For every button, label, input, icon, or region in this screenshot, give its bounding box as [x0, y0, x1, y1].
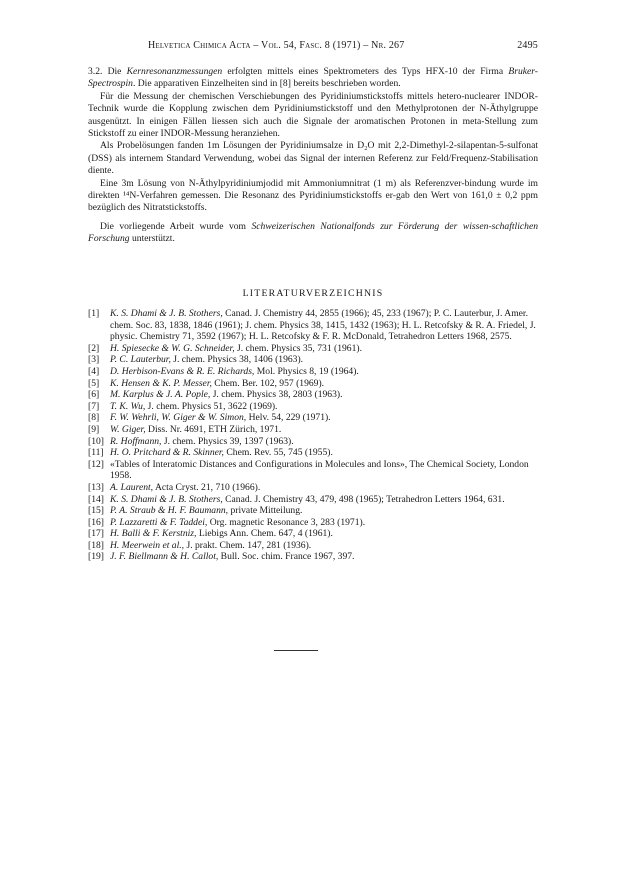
reference-source: J. chem. Physics 38, 2803 (1963).	[210, 389, 343, 401]
paragraph-indor: Für die Messung der chemischen Verschiebungen des Pyridiniumstickstoffs mittels hetero-nuclearer INDOR-Technik wurde die Kopplung zwischen dem Pyridiniumstickstoff und den Methylprotonen der N-Äthylgruppe ausgenützt. In einigen Fällen liessen sich auch die Signale der aromatischen Protonen in meta-Stellung zum Stickstoff zu einer INDOR-Messung heranziehen.	[88, 90, 538, 140]
reference-number: [4]	[88, 365, 100, 377]
paragraph-nmr-measurements	[88, 66, 538, 91]
reference-number: [16]	[88, 516, 104, 528]
reference-source: private Mitteilung.	[228, 505, 303, 517]
reference-number: [1]	[88, 308, 100, 319]
italic-term: Kernresonanzmessungen	[126, 66, 223, 77]
reference-authors: H. Spiesecke & W. G. Schneider,	[110, 342, 235, 354]
reference-item	[88, 540, 538, 552]
reference-item	[88, 366, 538, 378]
paragraph-text: . Die apparativen Einzelheiten sind in [8] bereits beschrieben worden.	[132, 78, 401, 90]
end-rule	[274, 650, 318, 651]
reference-number: [12]	[88, 458, 104, 470]
reference-source: J. chem. Physics 38, 1406 (1963).	[170, 354, 304, 366]
article-body	[88, 66, 538, 246]
reference-authors: T. K. Wu,	[110, 400, 146, 412]
reference-item	[88, 494, 538, 506]
reference-source: Mol. Physics 8, 19 (1964).	[254, 365, 359, 377]
reference-authors: P. C. Lauterbur,	[110, 354, 171, 366]
page-number: 2495	[517, 40, 538, 51]
reference-authors: K. Hensen & K. P. Messer,	[110, 377, 212, 389]
journal-citation: Helvetica Chimica Acta – Vol. 54, Fasc. 8 (1971) – Nr. 267	[148, 40, 405, 51]
reference-number: [14]	[88, 493, 104, 505]
reference-authors: K. S. Dhami & J. B. Stothers,	[110, 308, 223, 319]
reference-item	[88, 354, 538, 366]
reference-authors: P. A. Straub & H. F. Baumann,	[110, 505, 229, 517]
reference-number: [7]	[88, 400, 100, 412]
reference-item	[88, 436, 538, 448]
reference-number: [18]	[88, 539, 104, 551]
reference-number: [17]	[88, 528, 104, 540]
reference-source: Canad. J. Chemistry 43, 479, 498 (1965); Tetrahedron Letters 1964, 631.	[222, 493, 505, 505]
reference-authors: H. Balli & F. Kerstniz,	[110, 528, 197, 540]
paragraph-text: 3.2. Die	[88, 66, 127, 77]
reference-number: [5]	[88, 377, 100, 389]
reference-item	[88, 343, 538, 355]
reference-item	[88, 551, 538, 563]
reference-list	[88, 308, 538, 563]
paragraph-text: unterstützt.	[129, 233, 175, 245]
reference-authors: H. O. Pritchard & R. Skinner,	[110, 447, 224, 459]
reference-authors: D. Herbison-Evans & R. E. Richards,	[110, 365, 255, 377]
reference-item	[88, 412, 538, 424]
reference-number: [15]	[88, 505, 104, 517]
italic-term: Schweizerischen Nationalfonds zur Förderung der wissen-schaftlichen Forschung	[88, 220, 538, 245]
reference-item	[88, 482, 538, 494]
reference-item	[88, 389, 538, 401]
reference-number: [8]	[88, 412, 100, 424]
reference-number: [6]	[88, 389, 100, 401]
reference-item	[88, 517, 538, 529]
reference-source: Bull. Soc. chim. France 1967, 397.	[218, 551, 355, 563]
reference-number: [2]	[88, 342, 100, 354]
reference-authors: W. Giger,	[110, 423, 146, 435]
reference-item	[88, 505, 538, 517]
reference-number: [10]	[88, 435, 104, 447]
reference-authors: F. W. Wehrli, W. Giger & W. Simon,	[110, 412, 247, 424]
reference-source: J. chem. Physics 51, 3622 (1969).	[145, 400, 278, 412]
reference-source: Org. magnetic Resonance 3, 283 (1971).	[207, 516, 366, 528]
reference-source: J. chem. Physics 35, 731 (1961).	[234, 342, 362, 354]
paragraph-acknowledgement	[88, 221, 538, 246]
reference-item	[88, 459, 538, 482]
reference-source: Acta Cryst. 21, 710 (1966).	[153, 481, 261, 493]
reference-authors: K. S. Dhami & J. B. Stothers,	[110, 493, 223, 505]
reference-item	[88, 447, 538, 459]
reference-number: [11]	[88, 447, 104, 459]
reference-source: J. prakt. Chem. 147, 281 (1936).	[184, 539, 312, 551]
reference-number: [3]	[88, 354, 100, 366]
reference-authors: P. Lazzaretti & F. Taddei,	[110, 516, 208, 528]
reference-item	[88, 378, 538, 390]
reference-source: Helv. 54, 229 (1971).	[246, 412, 331, 424]
reference-authors: M. Karplus & J. A. Pople,	[110, 389, 211, 401]
reference-item	[88, 424, 538, 436]
reference-source: Chem. Rev. 55, 745 (1955).	[223, 447, 333, 459]
italic-term: Bruker-Spectrospin	[88, 66, 538, 90]
paragraph-reference: Eine 3m Lösung von N-Äthylpyridiniumjodid mit Ammoniumnitrat (1 m) als Referenzver-bindung wurde im direkten ¹⁴N-Verfahren gemessen. Die Resonanz des Pyridiniumstickstoffs er-gab den Wert von 161,0 ± 0,2 ppm bezüglich des Nitratstickstoffs.	[88, 177, 538, 214]
reference-source: «Tables of Interatomic Distances and Configurations in Molecules and Ions», The Chemical Society, London 1958.	[110, 458, 529, 482]
reference-item	[88, 401, 538, 413]
paragraph-samples: Als Probelösungen fanden 1m Lösungen der Pyridiniumsalze in D₂O mit 2,2-Dimethyl-2-silapentan-5-sulfonat (DSS) als internem Standard Verwendung, wobei das Signal der internen Referenz zur Feld/Frequenz-Stabilisation diente.	[88, 140, 538, 177]
reference-authors: R. Hoffmann,	[110, 435, 162, 447]
reference-authors: J. F. Biellmann & H. Callot,	[110, 551, 219, 563]
reference-item	[88, 308, 538, 343]
reference-source: Liebigs Ann. Chem. 647, 4 (1961).	[196, 528, 333, 540]
reference-number: [19]	[88, 551, 104, 563]
reference-authors: A. Laurent,	[110, 481, 154, 493]
reference-source: Chem. Ber. 102, 957 (1969).	[211, 377, 325, 389]
reference-source: J. chem. Physics 39, 1397 (1963).	[161, 435, 294, 447]
references-heading: LITERATURVERZEICHNIS	[242, 288, 384, 299]
paragraph-text: erfolgten mittels eines Spektrometers des Typs HFX-10 der Firma	[222, 66, 509, 77]
reference-item	[88, 528, 538, 540]
reference-number: [9]	[88, 423, 100, 435]
reference-authors: H. Meerwein et al.,	[110, 539, 185, 551]
reference-number: [13]	[88, 481, 104, 493]
paragraph-text: Die vorliegende Arbeit wurde vom	[100, 220, 252, 232]
reference-source: Canad. J. Chemistry 44, 2855 (1966); 45, 233 (1967); P. C. Lauterbur, J. Amer. chem. Soc. 83, 1838, 1846 (1961); J. chem. Physics 38, 1415, 1432 (1963); H. L. Retcofsky & R. A. Friedel, J. physic. Chemistry 71, 3592 (1967); H. L. Retcofsky & F. R. McDonald, Tetrahedron Letters 1968, 2575.	[110, 308, 536, 343]
reference-source: Diss. Nr. 4691, ETH Zürich, 1971.	[145, 423, 282, 435]
